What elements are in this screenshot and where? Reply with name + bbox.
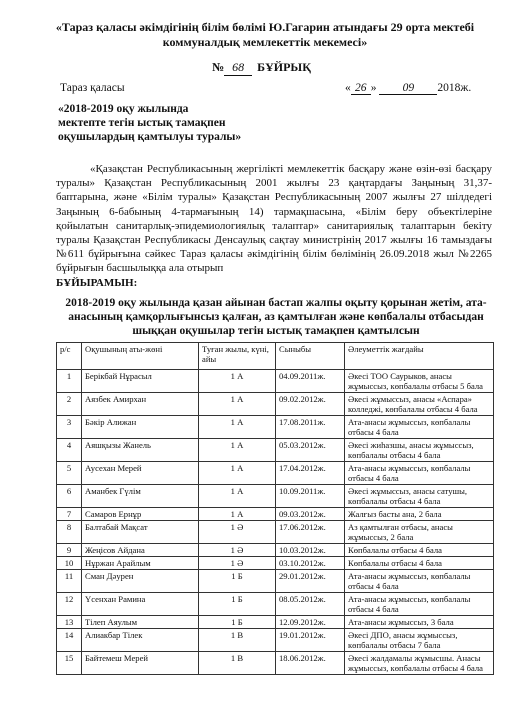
city-name: Тараз қаласы bbox=[60, 82, 125, 94]
cell-class: 1 А bbox=[199, 439, 276, 462]
date-day: 26 bbox=[351, 82, 371, 95]
cell-student-name: Аусехан Мерей bbox=[82, 462, 199, 485]
table-row bbox=[57, 370, 494, 393]
cell-class: 1 Ә bbox=[199, 544, 276, 557]
cell-social-status: Әкесі ТОО Саурыков, анасы жұмыссыз, көпбалалы отбасы 5 бала bbox=[345, 370, 494, 393]
cell-social-status: Көпбалалы отбасы 4 бала bbox=[345, 544, 494, 557]
col-header-social: Әлеуметтік жағдайы bbox=[345, 343, 494, 370]
cell-student-name: Алиакбар Тілек bbox=[82, 629, 199, 652]
cell-student-name: Аманбек Гүлім bbox=[82, 485, 199, 508]
cell-birth-date: 18.06.2012ж. bbox=[276, 652, 345, 675]
cell-class: 1 Ә bbox=[199, 521, 276, 544]
cell-class: 1 В bbox=[199, 629, 276, 652]
command-word: БҰЙЫРАМЫН: bbox=[56, 276, 138, 289]
body-paragraph: «Қазақстан Республикасының жергілікті мемлекеттік басқару және өзін-өзі басқару туралы» Қазақстан Республикасының 2001 жылғы 23 қаңтардағы Заңының 31,37-баптарына, және «Білім туралы» Қазақстан Республикасының 2007 жылғы 27 шілдедегі Заңының 6-бабының 4-тармағының 14) тармақшасына, «Білім беру объектілеріне қойылатын санитарлық-эпидемиологиялық талаптар» санитариялық талаптарын бекіту туралы Қазақстан Республикасы Денсаулық сақтау министрінің 2017 жылғы 16 тамыздағы №611 бұйрығына сәйкес Тараз қаласы әкімдігінің білім бөлімінің 26.09.2018 жыл №2265 бұйрығын басшылыққа ала отырып bbox=[56, 163, 492, 275]
table-row bbox=[57, 521, 494, 544]
cell-class: 1 А bbox=[199, 393, 276, 416]
col-header-name: Оқушының аты-жөні bbox=[82, 343, 199, 370]
date-year: 2018ж. bbox=[437, 82, 472, 94]
order-body bbox=[56, 162, 492, 290]
cell-student-name: Нұржан Арайлым bbox=[82, 557, 199, 570]
cell-number: 1 bbox=[57, 370, 82, 393]
table-row bbox=[57, 485, 494, 508]
table-row bbox=[57, 629, 494, 652]
cell-student-name: Бәкір Алижан bbox=[82, 416, 199, 439]
cell-social-status: Әкесі жалдамалы жұмысшы. Анасы жұмыссыз, көпбалалы отбасы 4 бала bbox=[345, 652, 494, 675]
date-close-quote: » bbox=[370, 82, 377, 94]
order-subject bbox=[58, 102, 358, 144]
cell-student-name: Байтемеш Мерей bbox=[82, 652, 199, 675]
cell-student-name: Үсенхан Рамина bbox=[82, 593, 199, 616]
cell-student-name: Жеңісов Айдана bbox=[82, 544, 199, 557]
cell-number: 15 bbox=[57, 652, 82, 675]
institution-title-line2: коммуналдық мемлекеттік мекемесі» bbox=[162, 35, 368, 49]
table-row bbox=[57, 593, 494, 616]
cell-student-name: Балтабай Мақсат bbox=[82, 521, 199, 544]
cell-number: 3 bbox=[57, 416, 82, 439]
cell-number: 14 bbox=[57, 629, 82, 652]
table-row bbox=[57, 652, 494, 675]
table-row bbox=[57, 393, 494, 416]
cell-birth-date: 17.04.2012ж. bbox=[276, 462, 345, 485]
table-row bbox=[57, 544, 494, 557]
cell-number: 8 bbox=[57, 521, 82, 544]
cell-social-status: Аз қамтылған отбасы, анасы жұмыссыз, 2 бала bbox=[345, 521, 494, 544]
table-row bbox=[57, 462, 494, 485]
cell-student-name: Аязбек Амирхан bbox=[82, 393, 199, 416]
cell-class: 1 Б bbox=[199, 616, 276, 629]
number-sign: № bbox=[212, 60, 225, 74]
table-row bbox=[57, 616, 494, 629]
cell-student-name: Тілеп Аяулым bbox=[82, 616, 199, 629]
cell-birth-date: 12.09.2012ж. bbox=[276, 616, 345, 629]
table-row bbox=[57, 416, 494, 439]
cell-social-status: Әкесі жұмыссыз, анасы «Аспара» колледжі, көпбалалы отбасы 4 бала bbox=[345, 393, 494, 416]
cell-class: 1 А bbox=[199, 370, 276, 393]
order-number: 68 bbox=[224, 60, 252, 76]
cell-class: 1 А bbox=[199, 462, 276, 485]
table-row bbox=[57, 557, 494, 570]
cell-birth-date: 08.05.2012ж. bbox=[276, 593, 345, 616]
cell-number: 5 bbox=[57, 462, 82, 485]
cell-birth-date: 19.01.2012ж. bbox=[276, 629, 345, 652]
cell-number: 2 bbox=[57, 393, 82, 416]
cell-birth-date: 17.06.2012ж. bbox=[276, 521, 345, 544]
cell-number: 4 bbox=[57, 439, 82, 462]
cell-birth-date: 04.09.2011ж. bbox=[276, 370, 345, 393]
subject-line3: оқушылардың қамтылуы туралы» bbox=[58, 131, 242, 143]
subject-line1: «2018-2019 оқу жылында bbox=[58, 103, 189, 115]
cell-class: 1 Б bbox=[199, 593, 276, 616]
cell-class: 1 В bbox=[199, 652, 276, 675]
date-open-quote: « bbox=[345, 82, 351, 94]
table-row bbox=[57, 570, 494, 593]
cell-birth-date: 10.03.2012ж. bbox=[276, 544, 345, 557]
cell-class: 1 Б bbox=[199, 570, 276, 593]
cell-class: 1 А bbox=[199, 485, 276, 508]
cell-social-status: Ата-анасы жұмыссыз, көпбалалы отбасы 4 бала bbox=[345, 593, 494, 616]
cell-social-status: Ата-анасы жұмыссыз, көпбалалы отбасы 4 бала bbox=[345, 462, 494, 485]
cell-social-status: Әкесі жұмыссыз, анасы сатушы, көпбалалы отбасы 4 бала bbox=[345, 485, 494, 508]
cell-birth-date: 03.10.2012ж. bbox=[276, 557, 345, 570]
cell-birth-date: 05.03.2012ж. bbox=[276, 439, 345, 462]
institution-title bbox=[40, 20, 490, 50]
order-date bbox=[345, 82, 471, 95]
cell-number: 7 bbox=[57, 508, 82, 521]
col-header-birth: Туған жылы, күні, айы bbox=[199, 343, 276, 370]
cell-class: 1 А bbox=[199, 416, 276, 439]
institution-title-line1: «Тараз қаласы әкімдігінің білім бөлімі Ю.Гагарин атындағы 29 орта мектебі bbox=[55, 20, 475, 34]
cell-birth-date: 29.01.2012ж. bbox=[276, 570, 345, 593]
cell-social-status: Ата-анасы жұмыссыз, 3 бала bbox=[345, 616, 494, 629]
cell-student-name: Самаров Ернұр bbox=[82, 508, 199, 521]
cell-social-status: Әкесі жиһазшы, анасы жұмыссыз, көпбалалы отбасы 4 бала bbox=[345, 439, 494, 462]
col-header-class: Сыныбы bbox=[276, 343, 345, 370]
cell-number: 13 bbox=[57, 616, 82, 629]
cell-number: 6 bbox=[57, 485, 82, 508]
table-body bbox=[57, 370, 494, 675]
subject-line2: мектепте тегін ыстық тамақпен bbox=[58, 117, 226, 129]
cell-number: 9 bbox=[57, 544, 82, 557]
cell-class: 1 Ә bbox=[199, 557, 276, 570]
date-month: 09 bbox=[379, 82, 437, 95]
cell-social-status: Көпбалалы отбасы 4 бала bbox=[345, 557, 494, 570]
cell-social-status: Әкесі ДПО, анасы жұмыссыз, көпбалалы отбасы 7 бала bbox=[345, 629, 494, 652]
cell-social-status: Ата-анасы жұмыссыз, көпбалалы отбасы 4 бала bbox=[345, 570, 494, 593]
cell-number: 11 bbox=[57, 570, 82, 593]
cell-birth-date: 10.09.2011ж. bbox=[276, 485, 345, 508]
cell-number: 10 bbox=[57, 557, 82, 570]
students-table bbox=[56, 342, 494, 675]
cell-birth-date: 09.03.2012ж. bbox=[276, 508, 345, 521]
table-row bbox=[57, 439, 494, 462]
table-header-row bbox=[57, 343, 494, 370]
cell-birth-date: 17.08.2011ж. bbox=[276, 416, 345, 439]
cell-student-name: Аяшқызы Жанель bbox=[82, 439, 199, 462]
cell-social-status: Ата-анасы жұмыссыз, көпбалалы отбасы 4 бала bbox=[345, 416, 494, 439]
cell-student-name: Берікбай Нұрасыл bbox=[82, 370, 199, 393]
order-number-line bbox=[0, 60, 523, 76]
table-row bbox=[57, 508, 494, 521]
cell-birth-date: 09.02.2012ж. bbox=[276, 393, 345, 416]
cell-number: 12 bbox=[57, 593, 82, 616]
cell-social-status: Жалғыз басты ана, 2 бала bbox=[345, 508, 494, 521]
order-word: БҰЙРЫҚ bbox=[257, 60, 311, 74]
cell-student-name: Сман Дәурен bbox=[82, 570, 199, 593]
col-header-number: р/с bbox=[57, 343, 82, 370]
list-heading: 2018-2019 оқу жылында қазан айынан бастап жалпы оқыту қорынан жетім, ата-анасының қамқорлығынсыз қалған, аз қамтылған және көпбалалы отбасыдан шыққан оқушылар тегін ыстық тамақпен қамтылсын bbox=[65, 297, 487, 337]
cell-class: 1 А bbox=[199, 508, 276, 521]
